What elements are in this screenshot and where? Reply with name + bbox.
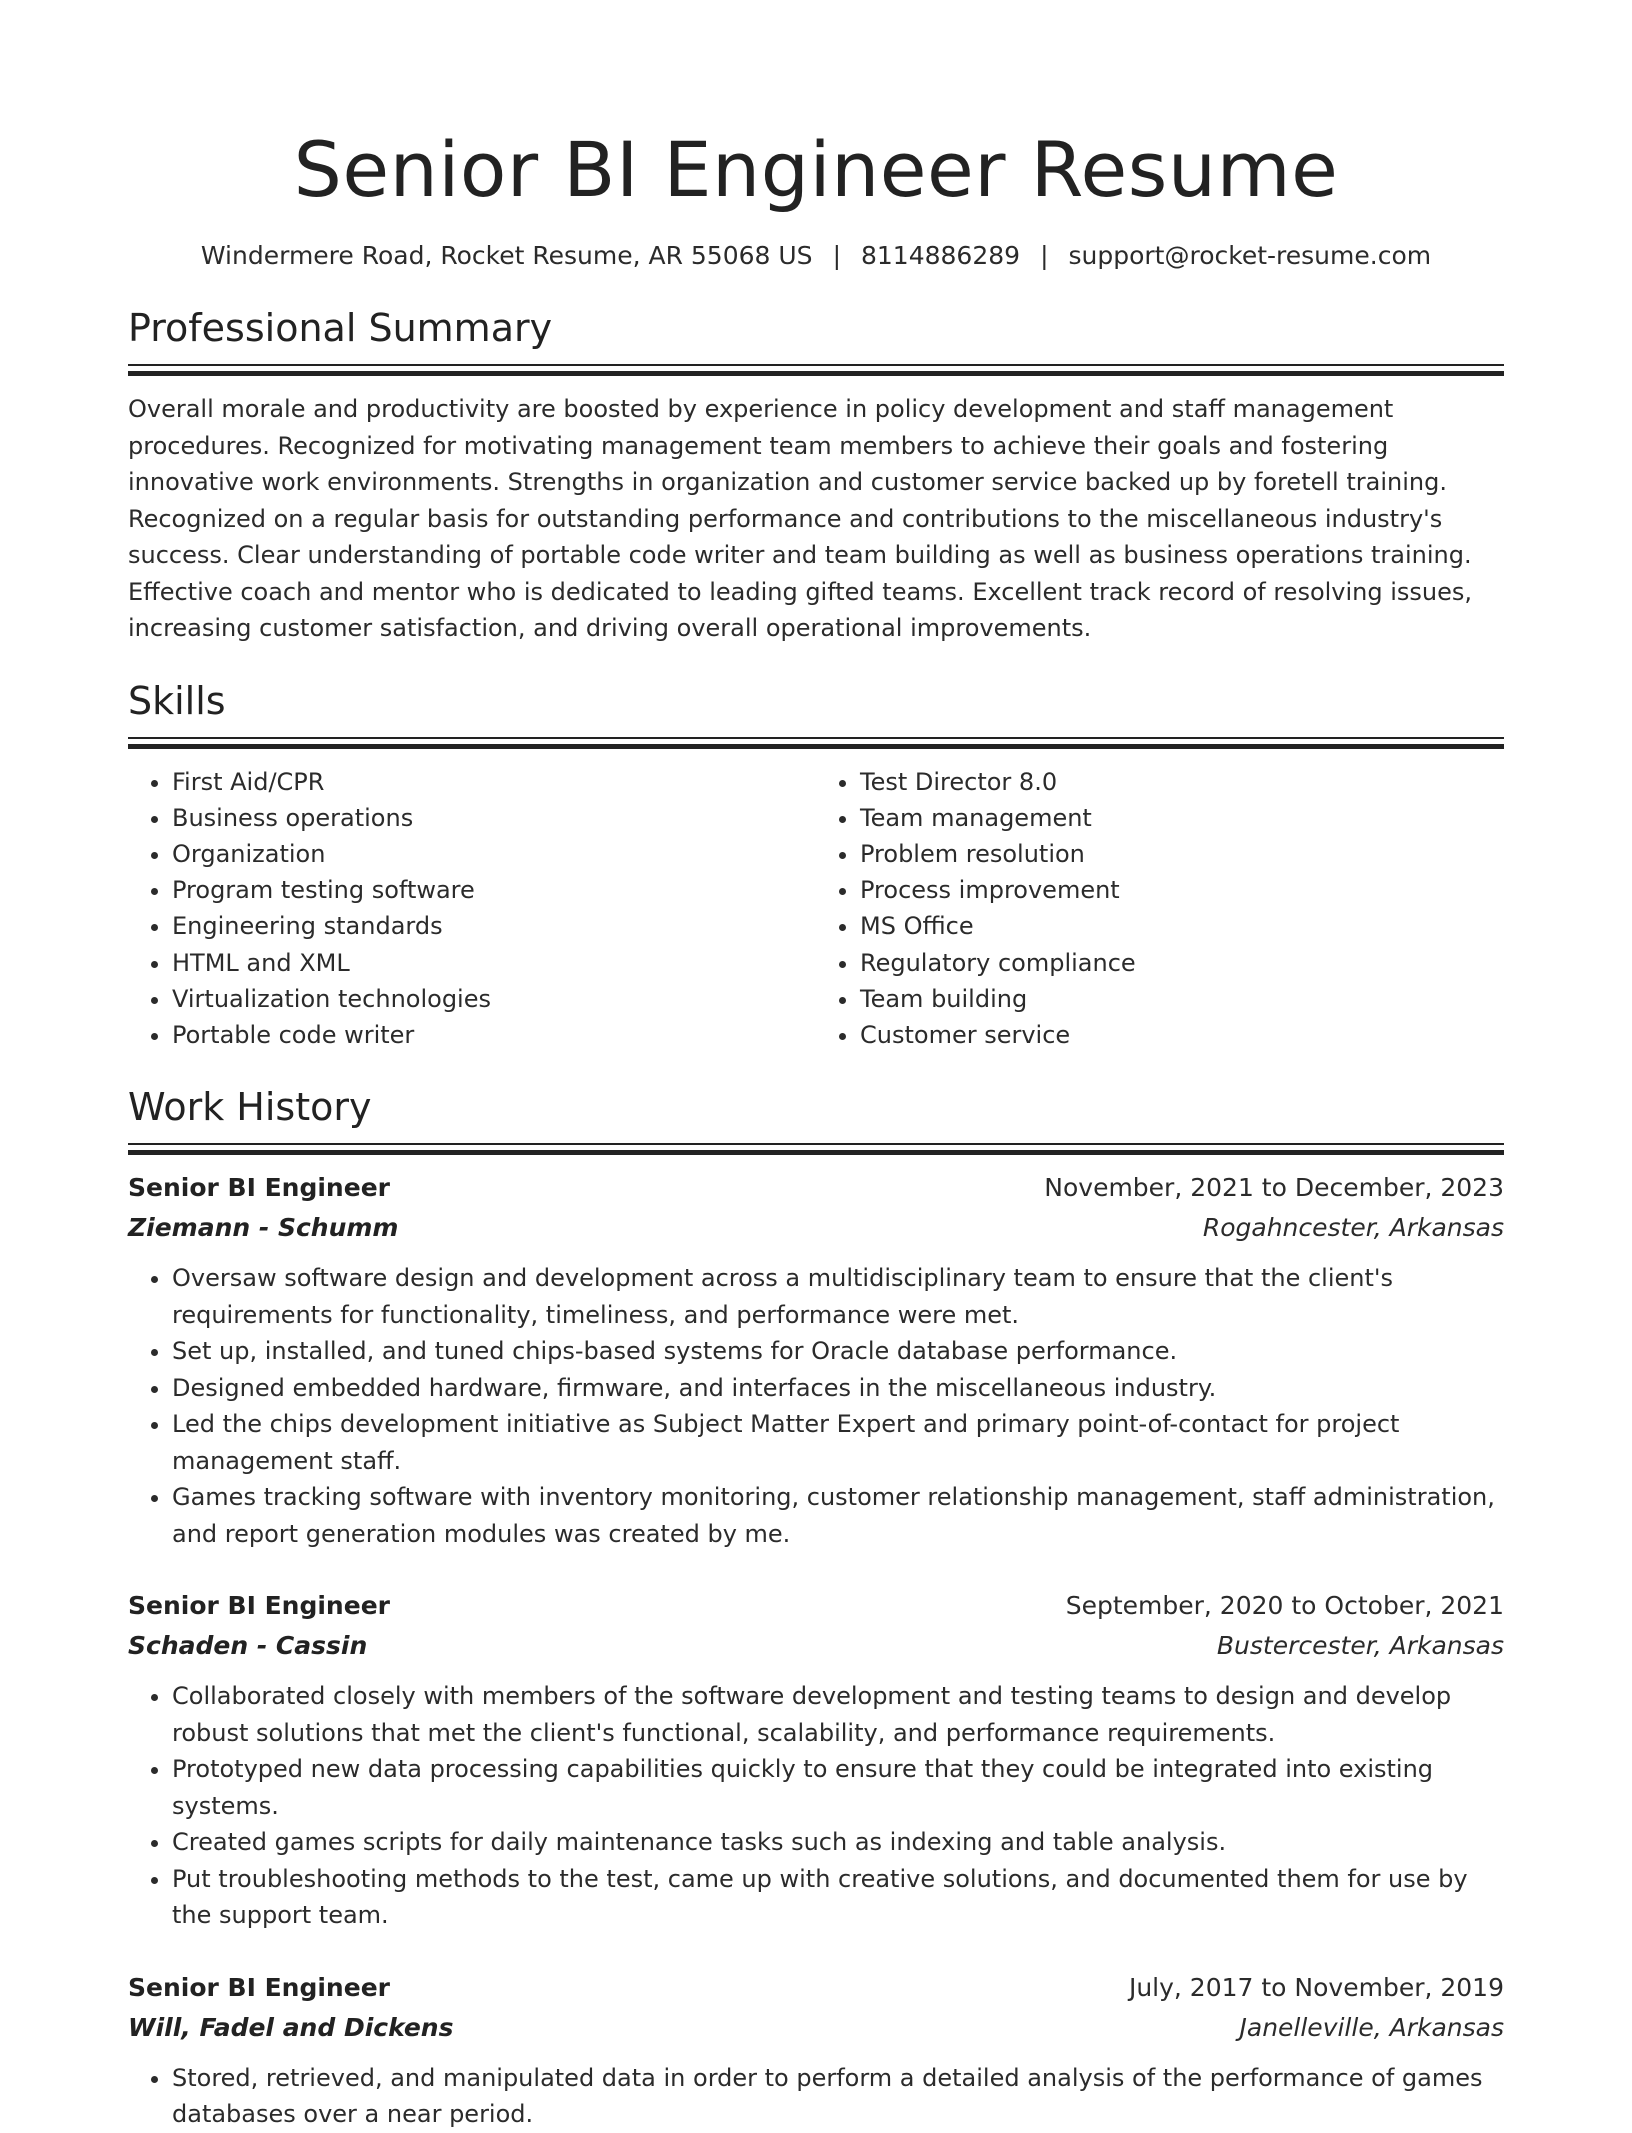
skill-item: • Team building — [860, 981, 1504, 1017]
contact-address: Windermere Road, Rocket Resume, AR 55068 US — [200, 241, 813, 270]
summary-text: Overall morale and productivity are boosted by experience in policy development and staff management procedures. Recognized for motivating management team members to achieve their goals and fostering innovative work environments. Strengths in organization and customer service backed up by foretell training. Recognized on a regular basis for outstanding performance and contributions to the miscellaneous industry's success. Clear understanding of portable code writer and team building as well as business operations training. Effective coach and mentor who is dedicated to leading gifted teams. Excellent track record of resolving issues, increasing customer satisfaction, and driving overall operational improvements. — [128, 395, 1473, 642]
job-location: Bustercester, Arkansas — [1216, 1631, 1504, 1661]
resume-title: Senior BI Engineer Resume — [293, 125, 1339, 214]
skills-list-right — [816, 764, 1504, 1054]
job-dates: November, 2021 to December, 2023 — [1044, 1173, 1504, 1203]
job-bullet: • Created games scripts for daily maintenance tasks such as indexing and table analysis. — [172, 1824, 1504, 1861]
job-location: Rogahncester, Arkansas — [1202, 1213, 1504, 1243]
contact-email: support@rocket-resume.com — [1068, 241, 1432, 270]
contact-line — [128, 238, 1504, 274]
job-title: Senior BI Engineer — [128, 1173, 390, 1203]
section-divider — [128, 364, 1504, 375]
skill-item: • Team management — [860, 800, 1504, 836]
skills-section — [128, 677, 1504, 1054]
job-title: Senior BI Engineer — [128, 1591, 390, 1621]
skill-item: • Process improvement — [860, 872, 1504, 908]
job-bullet: • Oversaw software design and development across a multidisciplinary team to ensure that the client's requirements for functionality, timeliness, and performance were met. — [172, 1260, 1504, 1333]
contact-separator: | — [832, 241, 841, 270]
job-company: Will, Fadel and Dickens — [128, 2012, 454, 2042]
skill-item: • Problem resolution — [860, 836, 1504, 872]
skills-columns — [128, 764, 1504, 1054]
job-bullet: • Put troubleshooting methods to the test, came up with creative solutions, and documented them for use by the support team. — [172, 1861, 1504, 1934]
skill-item: • Portable code writer — [172, 1017, 816, 1053]
job-dates: September, 2020 to October, 2021 — [1065, 1591, 1504, 1621]
skill-item: • Customer service — [860, 1017, 1504, 1053]
job-bullet: • Designed embedded hardware, firmware, and interfaces in the miscellaneous industry. — [172, 1370, 1504, 1407]
job-company: Schaden - Cassin — [128, 1631, 368, 1661]
job-header-row — [128, 1168, 1504, 1208]
skills-heading: Skills — [128, 678, 226, 723]
summary-section — [128, 304, 1504, 647]
job-bullet: • Collaborated closely with members of the software development and testing teams to design and develop robust solutions that met the client's functional, scalability, and performance requirements. — [172, 1678, 1504, 1751]
work-section — [128, 1083, 1504, 2133]
job-entry — [128, 1586, 1504, 1934]
skill-item: • Organization — [172, 836, 816, 872]
job-company-row — [128, 2008, 1504, 2048]
section-divider — [128, 1143, 1504, 1154]
job-bullets — [128, 1260, 1504, 1552]
skill-item: • First Aid/CPR — [172, 764, 816, 800]
job-bullet: • Led the chips development initiative as Subject Matter Expert and primary point-of-contact for project management staff. — [172, 1406, 1504, 1479]
job-entry — [128, 1168, 1504, 1552]
job-location: Janelleville, Arkansas — [1239, 2012, 1504, 2042]
job-list — [128, 1168, 1504, 2133]
job-bullet: • Set up, installed, and tuned chips-based systems for Oracle database performance. — [172, 1333, 1504, 1370]
skill-item: • MS Office — [860, 908, 1504, 944]
job-bullet: • Games tracking software with inventory monitoring, customer relationship management, staff administration, and report generation modules was created by me. — [172, 1479, 1504, 1552]
summary-heading: Professional Summary — [128, 306, 553, 350]
job-dates: July, 2017 to November, 2019 — [1128, 1972, 1504, 2002]
job-title: Senior BI Engineer — [128, 1972, 390, 2002]
skill-item: • Virtualization technologies — [172, 981, 816, 1017]
job-bullet: • Prototyped new data processing capabilities quickly to ensure that they could be integrated into existing systems. — [172, 1751, 1504, 1824]
skills-list-left — [128, 764, 816, 1054]
skill-item: • Test Director 8.0 — [860, 764, 1504, 800]
skill-item: • Regulatory compliance — [860, 945, 1504, 981]
skill-item: • HTML and XML — [172, 945, 816, 981]
contact-phone: 8114886289 — [861, 241, 1021, 270]
section-divider — [128, 737, 1504, 748]
job-entry — [128, 1968, 1504, 2133]
job-bullets — [128, 1678, 1504, 1934]
job-company-row — [128, 1208, 1504, 1248]
job-company: Ziemann - Schumm — [128, 1213, 399, 1243]
job-bullets — [128, 2060, 1504, 2133]
skill-item: • Engineering standards — [172, 908, 816, 944]
skill-item: • Program testing software — [172, 872, 816, 908]
skill-item: • Business operations — [172, 800, 816, 836]
work-heading: Work History — [128, 1085, 372, 1130]
job-header-row — [128, 1586, 1504, 1626]
job-company-row — [128, 1626, 1504, 1666]
contact-separator: | — [1040, 241, 1049, 270]
job-bullet: • Stored, retrieved, and manipulated data in order to perform a detailed analysis of the performance of games databases over a near period. — [172, 2060, 1504, 2133]
job-header-row — [128, 1968, 1504, 2008]
